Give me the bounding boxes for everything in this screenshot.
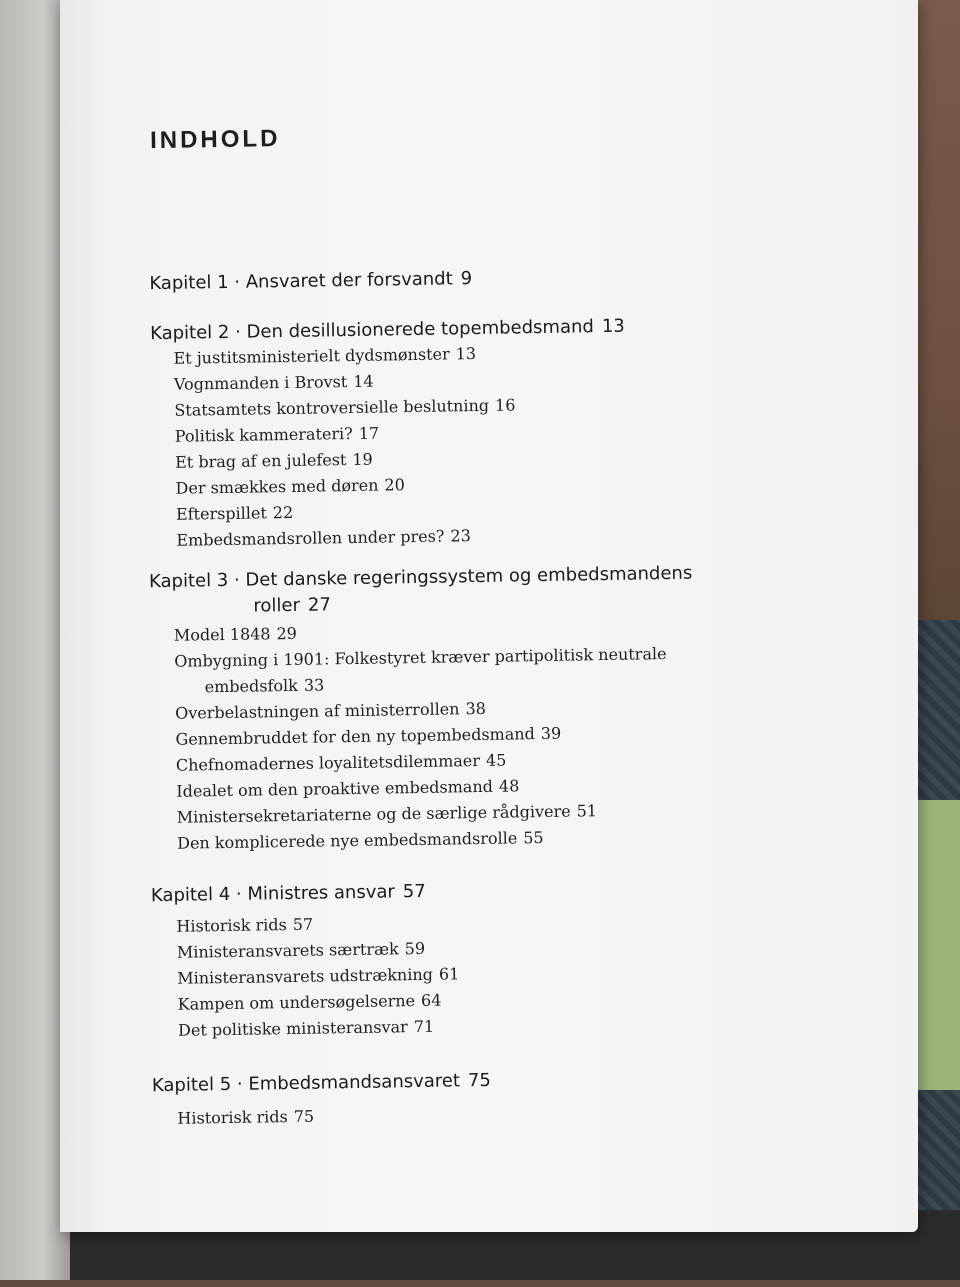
section-entry	[175, 475, 405, 498]
section-page: 16	[494, 395, 516, 415]
chapter-label: Kapitel 5 · Embedsmandsansvaret	[151, 1070, 461, 1097]
section-page: 71	[413, 1016, 435, 1037]
section-entry	[173, 344, 476, 368]
section-page: 57	[292, 914, 314, 934]
section-label: Idealet om den proaktive embedsmand	[176, 776, 494, 801]
section-page: 45	[485, 750, 507, 770]
chapter-label: Kapitel 3 · Det danske regeringssystem og embedsmandens	[148, 562, 693, 593]
section-label: Overbelastningen af ministerrollen	[174, 699, 460, 723]
section-label: Historisk rids	[176, 915, 287, 936]
section-label: Chefnomadernes loyalitetsdilemmaer	[175, 751, 481, 775]
chapter-2-entry	[150, 316, 625, 344]
chapter-label: Kapitel 4 · Ministres ansvar	[150, 881, 395, 907]
section-entry	[177, 939, 426, 962]
section-entry	[176, 751, 507, 775]
chapter-page: 13	[601, 315, 625, 338]
section-page: 14	[353, 371, 374, 391]
section-entry	[176, 526, 471, 550]
section-entry	[176, 915, 313, 936]
chapter-page: 75	[467, 1069, 492, 1092]
section-page: 22	[272, 502, 294, 523]
chapter-3-continuation	[253, 594, 331, 616]
section-label: Politisk kammerateri?	[174, 423, 353, 446]
section-entry	[176, 776, 519, 800]
section-label-continued: embedsfolk	[204, 675, 299, 697]
chapter-page: 27	[307, 594, 332, 616]
section-page: 13	[455, 344, 477, 364]
section-label: Kampen om undersøgelserne	[177, 991, 416, 1014]
section-label: Ministeransvarets udstrækning	[177, 964, 434, 988]
section-entry	[175, 424, 380, 446]
section-page: 33	[303, 675, 325, 695]
section-page: 55	[523, 828, 544, 848]
section-entry	[176, 503, 294, 524]
section-page: 48	[498, 776, 520, 796]
section-page: 20	[384, 475, 405, 495]
section-label: Ombygning i 1901: Folkestyret kræver partipolitisk neutrale	[174, 644, 667, 671]
section-label: Det politiske ministeransvar	[177, 1017, 408, 1040]
section-label: Den komplicerede nye embedsmandsrolle	[177, 828, 518, 853]
chapter-4-entry	[151, 881, 426, 906]
section-page: 23	[450, 526, 471, 546]
section-label: Embedsmandsrollen under pres?	[176, 526, 445, 550]
section-entry	[175, 450, 373, 472]
section-entry	[177, 801, 598, 827]
chapter-label: Kapitel 1 · Ansvaret der forsvandt	[149, 268, 453, 295]
section-page: 64	[420, 990, 442, 1010]
section-label: Et justitsministerielt dydsmønster	[173, 344, 450, 368]
section-page: 59	[404, 938, 426, 959]
section-label: Vognmanden i Brovst	[173, 372, 348, 394]
section-entry-continuation	[205, 675, 325, 696]
chapter-page: 9	[460, 268, 473, 290]
section-entry	[177, 964, 459, 987]
section-page: 61	[438, 964, 460, 984]
section-entry	[177, 828, 544, 853]
section-entry	[175, 724, 561, 749]
section-entry	[174, 372, 374, 394]
section-page: 51	[576, 801, 598, 821]
section-page: 38	[465, 698, 487, 719]
section-entry	[174, 395, 515, 419]
section-label: Statsamtets kontroversielle beslutning	[174, 395, 490, 420]
section-label: Ministeransvarets særtræk	[176, 939, 399, 962]
page-title: INDHOLD	[149, 125, 281, 155]
section-entry	[178, 991, 442, 1014]
section-page: 39	[540, 723, 562, 744]
section-entry	[177, 1107, 314, 1128]
section-label: Efterspillet	[175, 503, 267, 524]
section-page: 19	[352, 449, 373, 469]
section-label: Et brag af en julefest	[175, 450, 347, 472]
section-label: Model 1848	[173, 624, 271, 645]
section-entry	[174, 644, 666, 671]
section-page: 75	[293, 1106, 315, 1126]
section-label: Gennembruddet for den ny topembedsmand	[175, 724, 535, 749]
chapter-5-entry	[152, 1070, 491, 1096]
section-label: Historisk rids	[177, 1107, 288, 1128]
section-entry	[178, 1017, 434, 1040]
section-label: Ministersekretariaterne og de særlige rådgivere	[176, 801, 571, 827]
section-entry	[175, 699, 486, 723]
chapter-page: 57	[402, 880, 426, 903]
chapter-1-entry	[149, 268, 472, 294]
section-page: 29	[276, 623, 298, 644]
section-page: 17	[358, 423, 380, 443]
section-entry	[174, 624, 297, 645]
chapter-label-continued: roller	[253, 594, 301, 617]
chapter-3-entry	[149, 563, 693, 593]
chapter-label: Kapitel 2 · Den desillusionerede topembedsmand	[149, 316, 595, 345]
section-label: Der smækkes med døren	[175, 475, 379, 498]
